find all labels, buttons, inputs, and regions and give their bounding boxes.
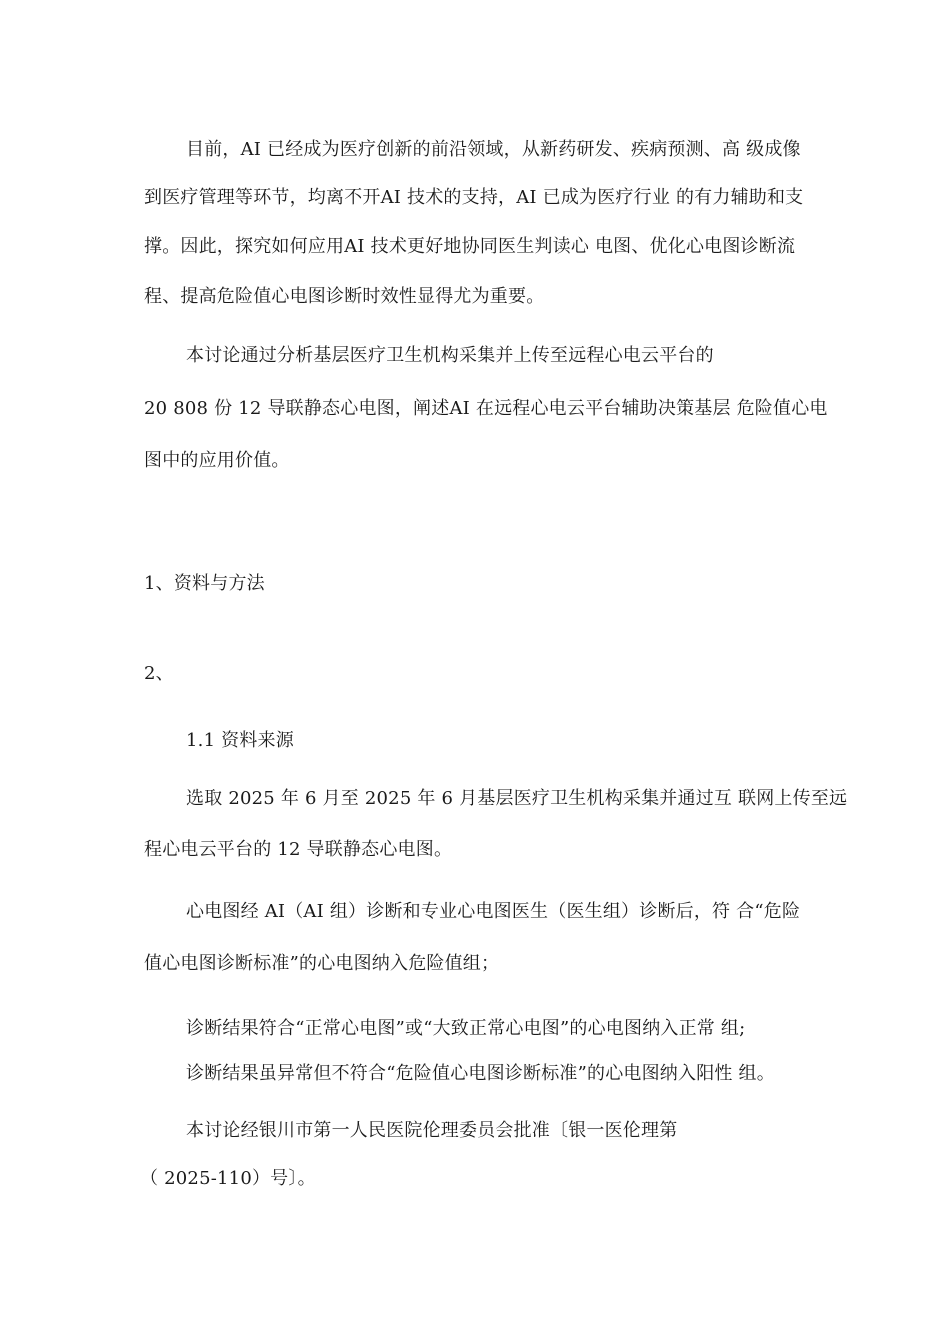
paragraph-7-line-2: （ 2025-110）号〕。 [140, 1168, 316, 1189]
paragraph-7-line-1: 本讨论经银川市第一人民医院伦理委员会批准〔银一医伦理第 [186, 1120, 678, 1141]
paragraph-2-line-1: 本讨论通过分析基层医疗卫生机构采集并上传至远程心电云平台的 [186, 345, 714, 366]
paragraph-4-line-2: 值心电图诊断标准”的心电图纳入危险值组； [144, 953, 500, 974]
paragraph-1-line-2: 到医疗管理等环节，均离不开AI 技术的支持，AI 已成为医疗行业 的有力辅助和支 [144, 187, 804, 208]
paragraph-1-line-3: 撑。因此，探究如何应用AI 技术更好地协同医生判读心 电图、优化心电图诊断流 [144, 236, 796, 257]
section-heading-2: 2、 [144, 663, 174, 684]
paragraph-1-line-4: 程、提高危险值心电图诊断时效性显得尤为重要。 [144, 286, 545, 307]
paragraph-5: 诊断结果符合“正常心电图”或“大致正常心电图”的心电图纳入正常 组; [186, 1018, 746, 1039]
paragraph-2-line-2: 20 808 份 12 导联静态心电图，阐述AI 在远程心电云平台辅助决策基层 危险值心电 [144, 398, 828, 419]
paragraph-4-line-1: 心电图经 AI（AI 组）诊断和专业心电图医生（医生组）诊断后，符 合“危险 [186, 901, 801, 922]
paragraph-6: 诊断结果虽异常但不符合“危险值心电图诊断标准”的心电图纳入阳性 组。 [186, 1063, 775, 1084]
paragraph-3-line-2: 程心电云平台的 12 导联静态心电图。 [144, 839, 453, 860]
paragraph-3-line-1: 选取 2025 年 6 月至 2025 年 6 月基层医疗卫生机构采集并通过互 联网上传至远 [186, 788, 848, 809]
paragraph-1-line-1: 目前，AI 已经成为医疗创新的前沿领域，从新药研发、疾病预测、高 级成像 [186, 139, 801, 160]
paragraph-2-line-3: 图中的应用价值。 [144, 450, 290, 471]
section-heading-1: 1、资料与方法 [144, 573, 265, 594]
subsection-heading-1-1: 1.1 资料来源 [186, 730, 294, 751]
